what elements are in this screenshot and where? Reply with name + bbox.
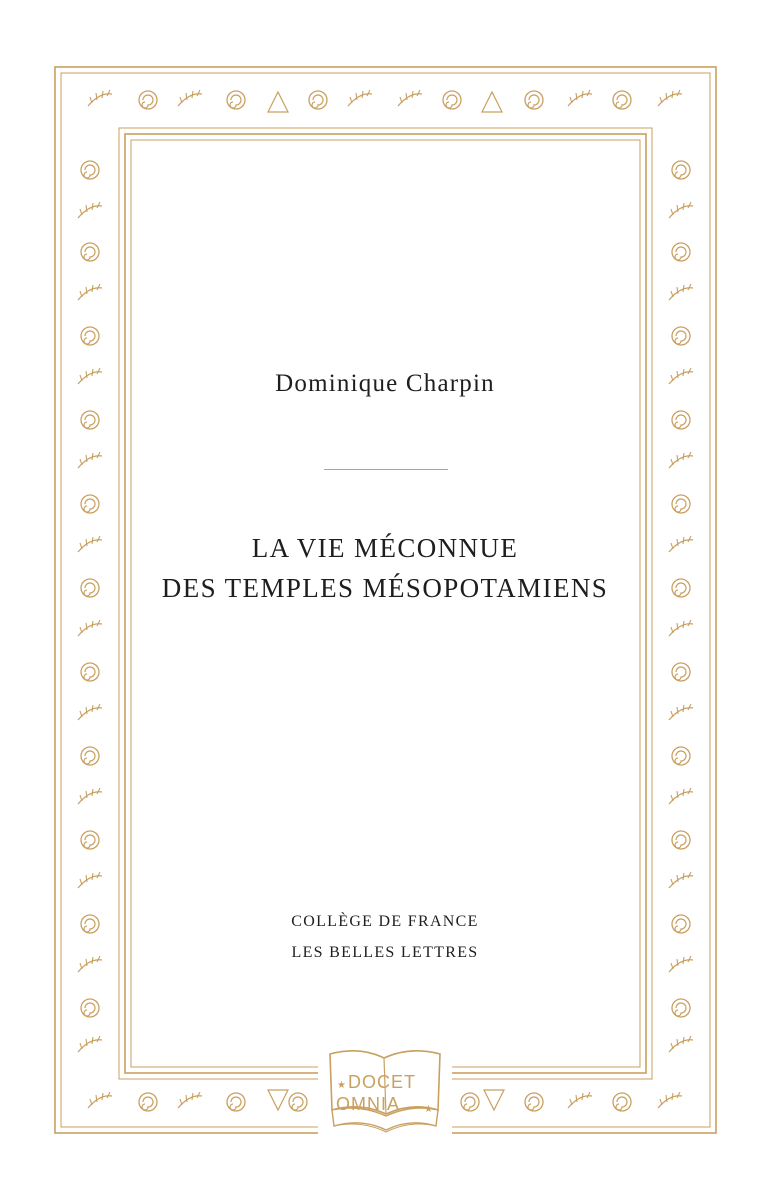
- divider-rule: [324, 469, 448, 470]
- left-ornament-band: [78, 161, 102, 1052]
- emblem-motto-top: DOCET: [348, 1072, 416, 1092]
- open-book-emblem-icon: [318, 1040, 452, 1140]
- publisher-line-2: LES BELLES LETTRES: [291, 944, 479, 961]
- publisher-line-1: COLLÈGE DE FRANCE: [291, 913, 479, 930]
- emblem-motto-bottom: OMNIA: [336, 1094, 401, 1114]
- title-line-1: LA VIE MÉCONNUE: [251, 533, 519, 563]
- title-line-2: DES TEMPLES MÉSOPOTAMIENS: [161, 573, 609, 603]
- publisher-block: [128, 906, 642, 968]
- svg-text:★: ★: [424, 1104, 433, 1115]
- right-ornament-band: [669, 161, 693, 1052]
- book-title: [128, 528, 642, 608]
- author-name: Dominique Charpin: [275, 370, 495, 397]
- svg-text:★: ★: [337, 1080, 346, 1091]
- top-ornament-band: [88, 90, 682, 112]
